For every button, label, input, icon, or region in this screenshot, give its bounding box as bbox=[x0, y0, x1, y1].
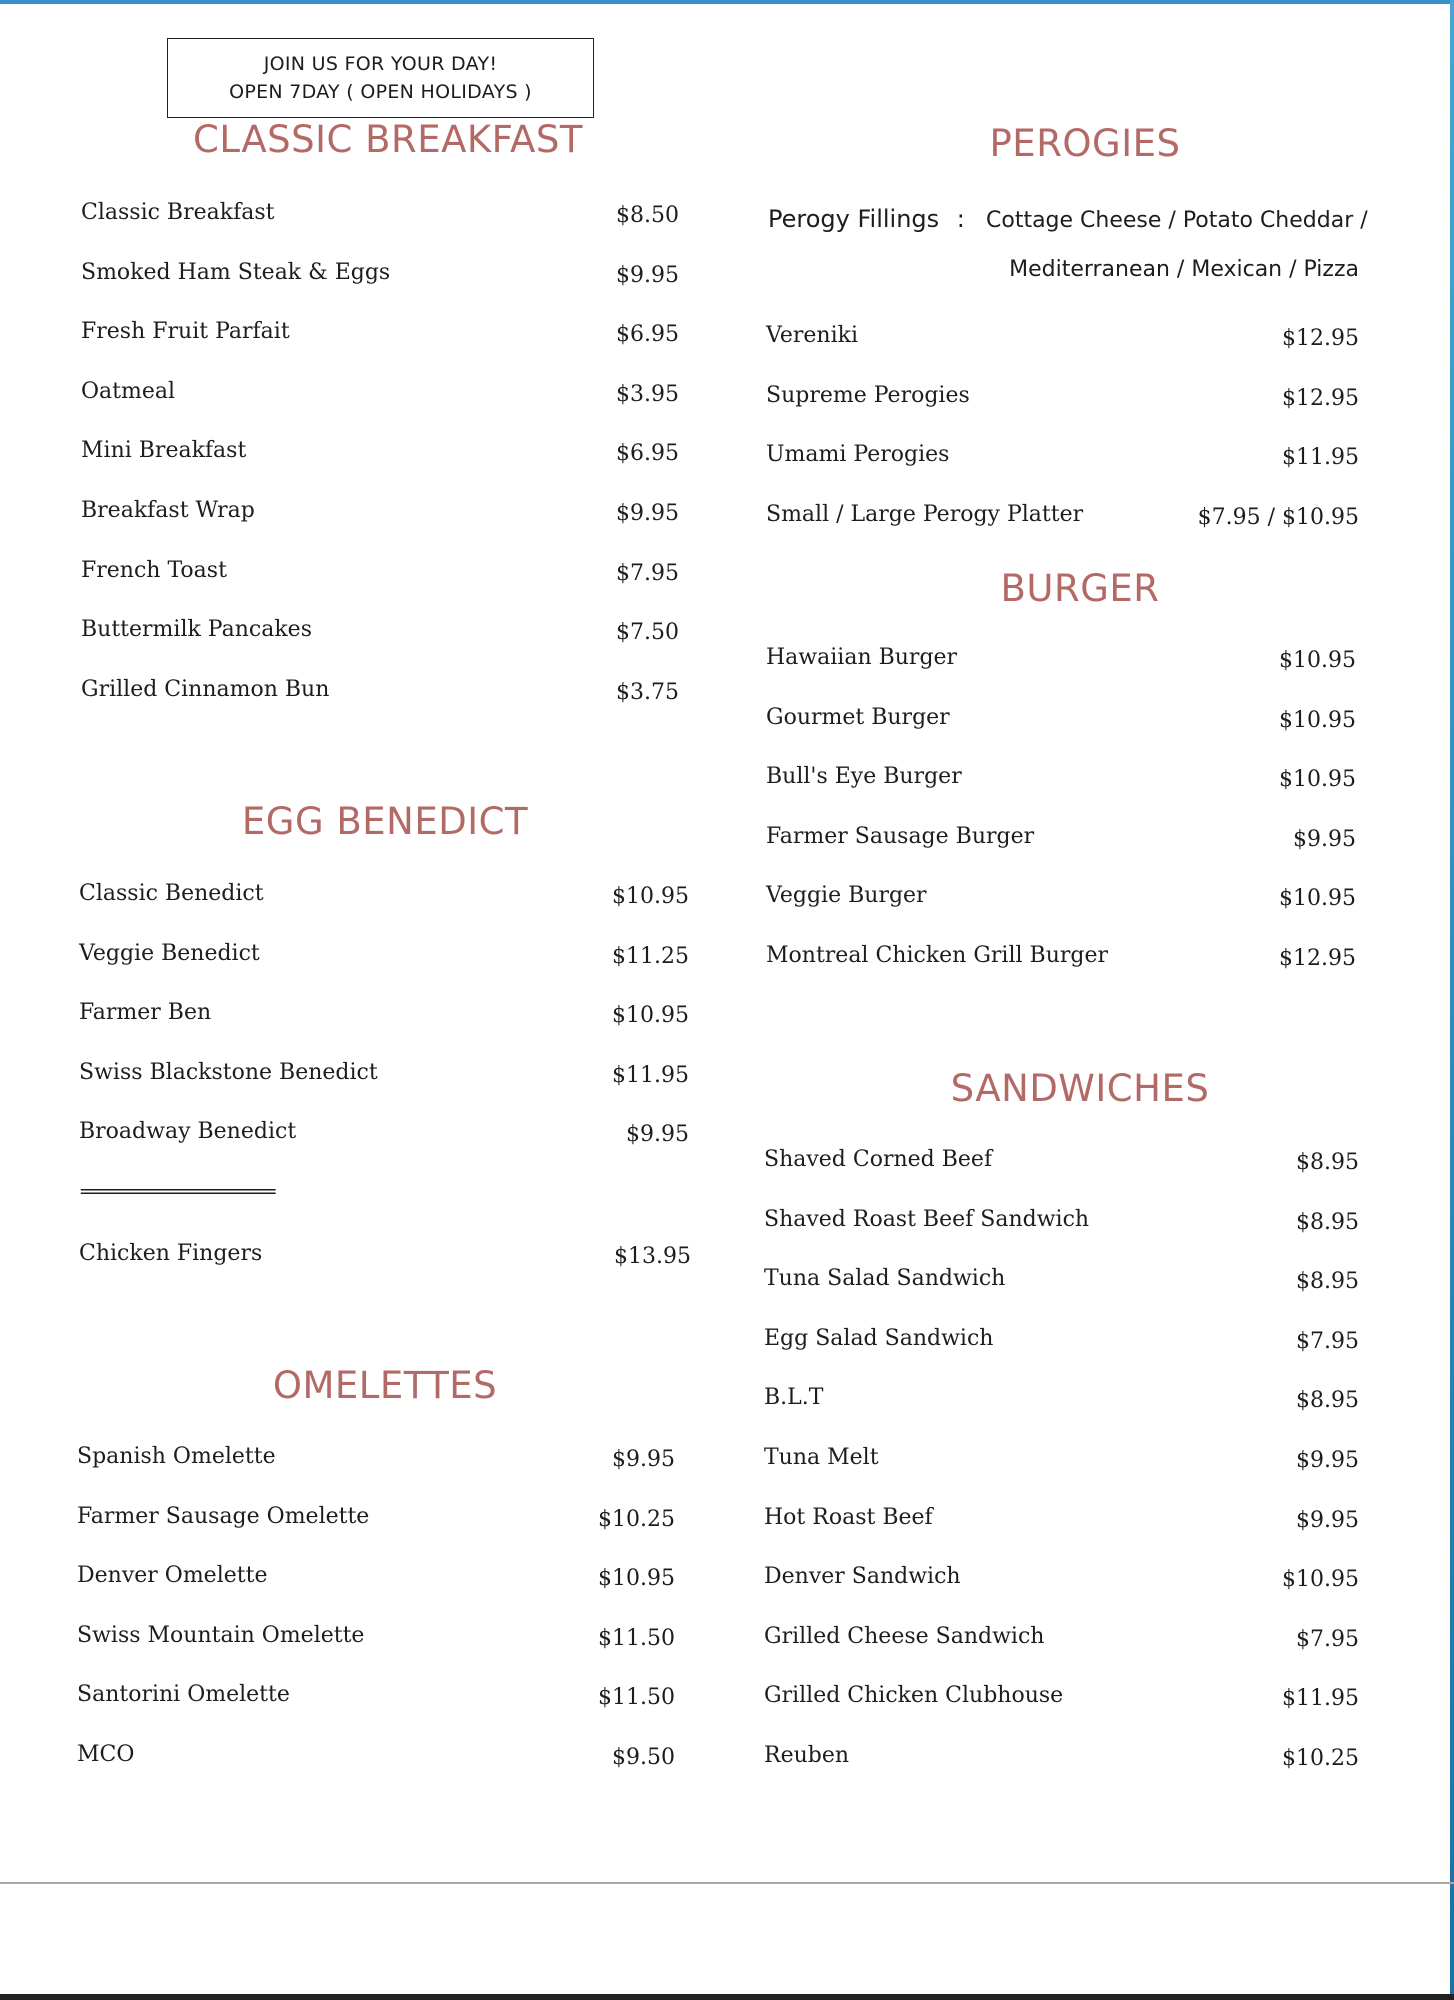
menu-item-name: B.L.T bbox=[764, 1385, 824, 1411]
menu-item-price: $9.95 bbox=[1296, 1507, 1359, 1533]
menu-item-name: Tuna Melt bbox=[764, 1445, 879, 1470]
menu-item-price: $9.95 bbox=[1296, 1448, 1359, 1473]
menu-item-price: $10.95 bbox=[598, 1566, 675, 1592]
menu-item-name: French Toast bbox=[81, 557, 227, 583]
menu-item-price: $3.75 bbox=[616, 679, 679, 705]
menu-item-price: $8.95 bbox=[1296, 1150, 1359, 1175]
menu-item-price: $3.95 bbox=[616, 381, 679, 407]
hours-notice-box bbox=[167, 38, 594, 118]
notice-line-1: JOIN US FOR YOUR DAY! bbox=[263, 53, 498, 75]
menu-item-price: $7.50 bbox=[616, 620, 679, 646]
menu-item-price: $11.50 bbox=[598, 1625, 675, 1651]
section-title-sandwiches: SANDWICHES bbox=[950, 1067, 1210, 1110]
menu-item-name: Grilled Cinnamon Bun bbox=[81, 676, 330, 702]
menu-item-name: Grilled Chicken Clubhouse bbox=[764, 1683, 1064, 1709]
menu-item-price: $10.95 bbox=[1279, 767, 1356, 793]
menu-item-name: Breakfast Wrap bbox=[81, 498, 255, 523]
menu-item-name: Supreme Perogies bbox=[766, 382, 970, 408]
menu-item-name: Smoked Ham Steak & Eggs bbox=[81, 259, 391, 285]
section-title-burger: BURGER bbox=[1000, 567, 1160, 610]
menu-item-price: $10.95 bbox=[1282, 1567, 1359, 1593]
menu-item-name: Gourmet Burger bbox=[766, 704, 950, 730]
menu-item-price: $9.95 bbox=[616, 262, 679, 288]
menu-item-price: $7.95 bbox=[616, 560, 679, 586]
perogy-fillings-line-2: Mediterranean / Mexican / Pizza bbox=[1009, 257, 1359, 282]
menu-item-name: Mini Breakfast bbox=[81, 438, 247, 464]
menu-item-price: $11.25 bbox=[612, 943, 689, 969]
perogy-fillings-label bbox=[768, 205, 965, 233]
fillings-separator: : bbox=[956, 205, 965, 233]
menu-item-name: Oatmeal bbox=[81, 378, 176, 404]
perogy-fillings-line-1: Cottage Cheese / Potato Cheddar / bbox=[986, 208, 1368, 233]
menu-item-price: $13.95 bbox=[614, 1244, 691, 1269]
menu-item-name: Montreal Chicken Grill Burger bbox=[766, 943, 1108, 968]
menu-item-price: $12.95 bbox=[1279, 946, 1356, 971]
section-title-perogies: PEROGIES bbox=[989, 122, 1181, 165]
menu-item-name: Egg Salad Sandwich bbox=[764, 1325, 994, 1351]
menu-item-name: Farmer Ben bbox=[79, 1000, 212, 1026]
menu-item-price: $10.95 bbox=[1279, 886, 1356, 912]
menu-item-name: MCO bbox=[77, 1742, 135, 1767]
menu-item-price: $9.50 bbox=[612, 1745, 675, 1770]
menu-item-name: Veggie Benedict bbox=[79, 940, 260, 966]
menu-item-price: $6.95 bbox=[616, 322, 679, 348]
menu-item-price: $12.95 bbox=[1282, 385, 1359, 411]
section-divider: ====================== bbox=[80, 1181, 275, 1202]
menu-item-name: Shaved Corned Beef bbox=[764, 1147, 993, 1172]
section-title-classic-breakfast: CLASSIC BREAKFAST bbox=[193, 118, 583, 161]
menu-item-name: Umami Perogies bbox=[766, 442, 950, 468]
menu-item-price: $11.95 bbox=[1282, 1686, 1359, 1712]
menu-item-name: Chicken Fingers bbox=[79, 1241, 263, 1266]
menu-item-price: $6.95 bbox=[616, 441, 679, 467]
menu-item-price: $8.95 bbox=[1296, 1388, 1359, 1414]
section-title-omelettes: OMELETTES bbox=[272, 1364, 498, 1407]
menu-item-name: Veggie Burger bbox=[766, 883, 927, 909]
bottom-border bbox=[0, 1994, 1454, 2000]
menu-item-name: Vereniki bbox=[766, 323, 858, 348]
menu-item-name: Classic Breakfast bbox=[81, 200, 275, 225]
menu-item-price: $7.95 bbox=[1296, 1626, 1359, 1652]
menu-item-name: Denver Omelette bbox=[77, 1563, 268, 1589]
menu-item-name: Farmer Sausage Burger bbox=[766, 823, 1035, 849]
menu-item-name: Swiss Blackstone Benedict bbox=[79, 1059, 378, 1085]
right-border bbox=[1450, 0, 1454, 2000]
menu-item-price: $10.25 bbox=[1282, 1746, 1359, 1771]
menu-item-price: $9.95 bbox=[626, 1122, 689, 1148]
menu-item-name: Bull's Eye Burger bbox=[766, 764, 962, 790]
footer-rule bbox=[0, 1882, 1454, 1884]
menu-item-price: $10.95 bbox=[1279, 648, 1356, 673]
menu-item-price: $10.95 bbox=[612, 884, 689, 909]
menu-item-price: $8.95 bbox=[1296, 1209, 1359, 1235]
menu-item-name: Shaved Roast Beef Sandwich bbox=[764, 1206, 1090, 1232]
menu-item-name: Reuben bbox=[764, 1743, 850, 1768]
notice-line-2: OPEN 7DAY ( OPEN HOLIDAYS ) bbox=[229, 81, 532, 103]
menu-item-name: Broadway Benedict bbox=[79, 1119, 297, 1145]
menu-item-price: $11.95 bbox=[612, 1062, 689, 1088]
menu-item-name: Tuna Salad Sandwich bbox=[764, 1266, 1006, 1292]
top-border bbox=[0, 0, 1454, 4]
menu-item-price: $11.95 bbox=[1282, 445, 1359, 471]
menu-item-name: Hot Roast Beef bbox=[764, 1504, 933, 1530]
menu-item-price: $8.95 bbox=[1296, 1269, 1359, 1295]
menu-item-price: $10.95 bbox=[1279, 707, 1356, 733]
menu-item-name: Spanish Omelette bbox=[77, 1444, 276, 1469]
menu-item-name: Santorini Omelette bbox=[77, 1682, 290, 1708]
menu-item-price: $12.95 bbox=[1282, 326, 1359, 351]
menu-item-name: Buttermilk Pancakes bbox=[81, 617, 312, 643]
menu-item-price: $10.95 bbox=[612, 1003, 689, 1029]
menu-item-price: $11.50 bbox=[598, 1685, 675, 1711]
menu-item-price: $9.95 bbox=[1293, 826, 1356, 852]
menu-item-name: Fresh Fruit Parfait bbox=[81, 319, 290, 345]
menu-item-price: $7.95 bbox=[1296, 1328, 1359, 1354]
menu-item-name: Denver Sandwich bbox=[764, 1564, 961, 1590]
menu-item-price: $9.95 bbox=[616, 501, 679, 526]
menu-item-name: Swiss Mountain Omelette bbox=[77, 1622, 365, 1648]
menu-item-name: Classic Benedict bbox=[79, 881, 264, 906]
menu-item-price: $9.95 bbox=[612, 1447, 675, 1472]
menu-item-name: Hawaiian Burger bbox=[766, 645, 958, 670]
menu-item-price: $8.50 bbox=[616, 203, 679, 228]
menu-item-name: Small / Large Perogy Platter bbox=[766, 501, 1084, 527]
section-title-egg-benedict: EGG BENEDICT bbox=[241, 800, 529, 843]
menu-item-name: Grilled Cheese Sandwich bbox=[764, 1623, 1045, 1649]
menu-item-price: $10.25 bbox=[598, 1506, 675, 1532]
menu-item-name: Farmer Sausage Omelette bbox=[77, 1503, 370, 1529]
menu-item-price: $7.95 / $10.95 bbox=[1197, 504, 1359, 530]
fillings-label-text: Perogy Fillings bbox=[768, 205, 940, 233]
